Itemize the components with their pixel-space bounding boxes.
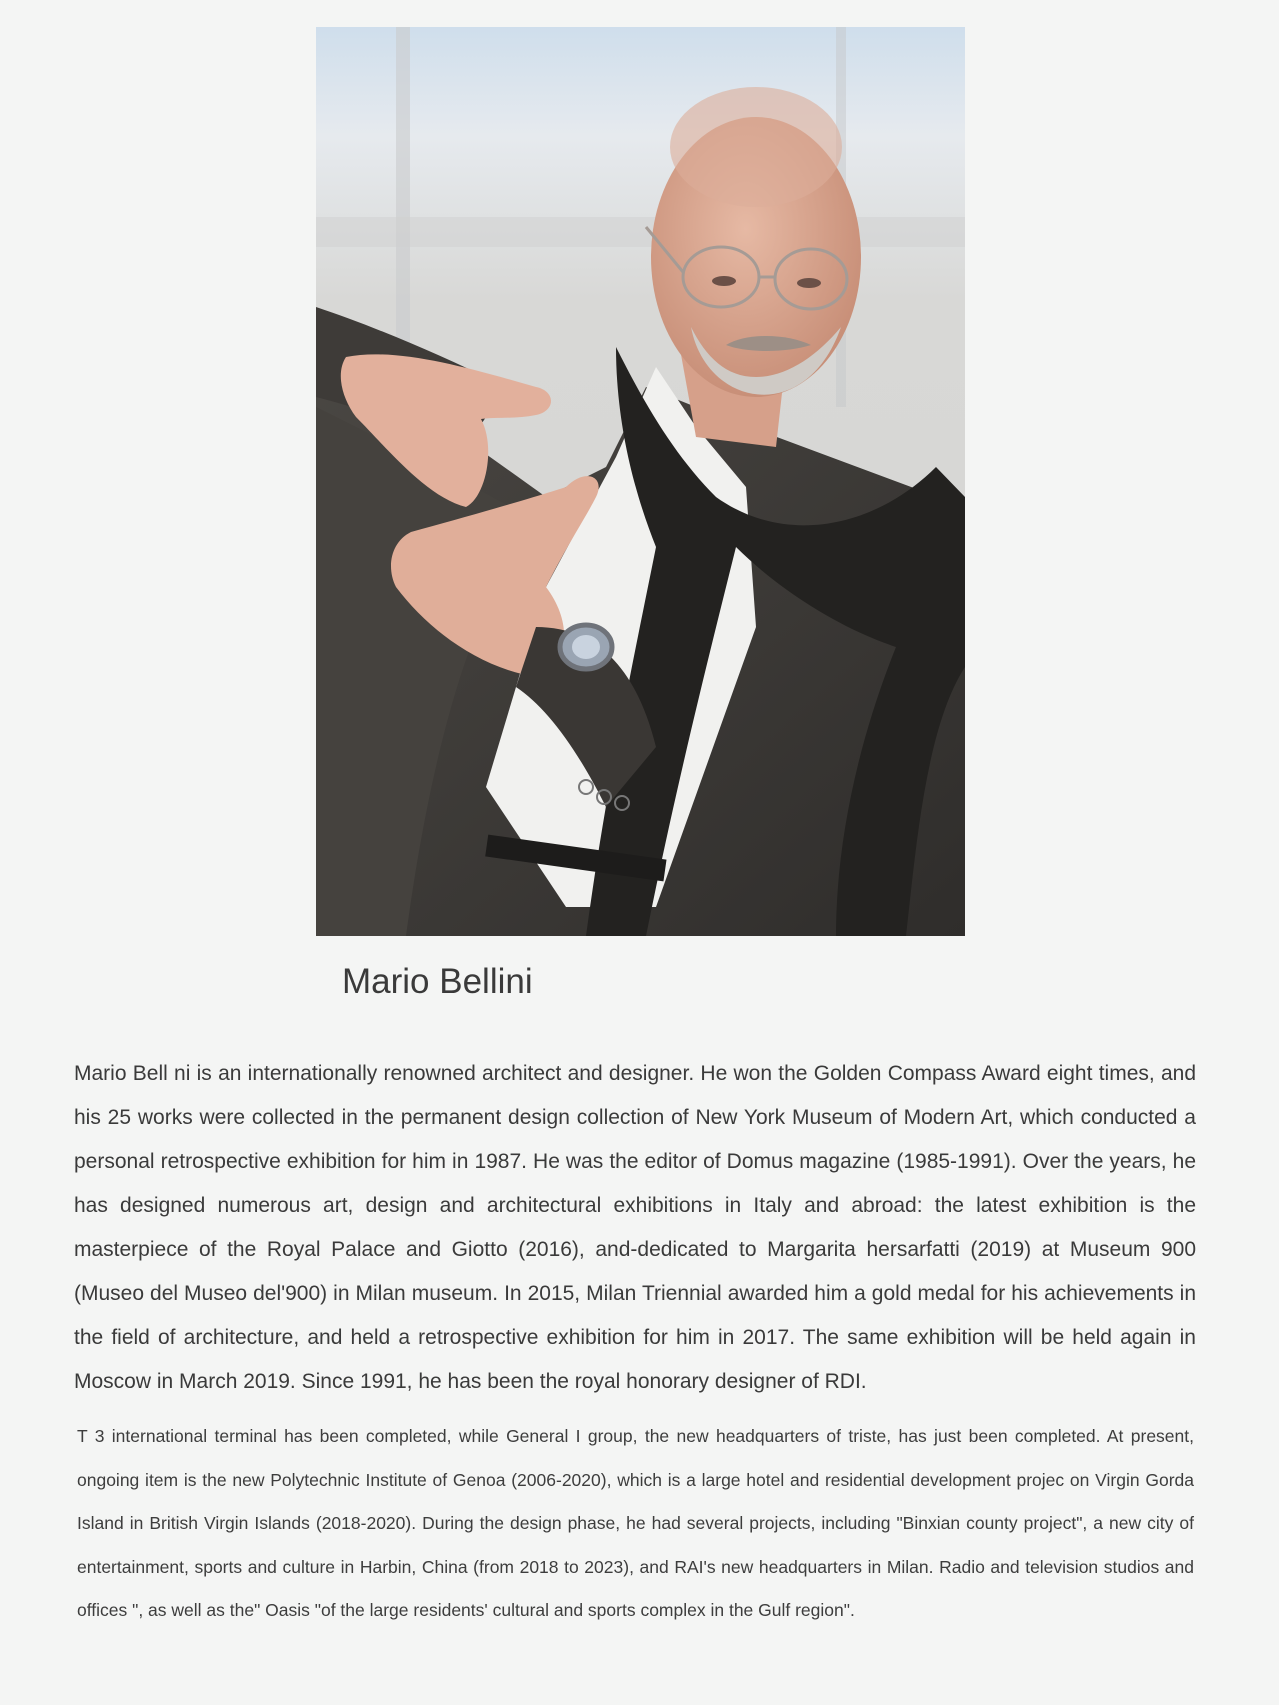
portrait-photo-icon [316,27,965,936]
portrait-photo [316,27,965,936]
person-name: Mario Bellini [342,962,533,1001]
projects-paragraph: T 3 international terminal has been completed, while General I group, the new headquarters of triste, has just been completed. At present, ongoing item is the new Polytechnic Institute of Genoa (2006-2020), which is a large hotel and residential development projec on Virgin Gorda Island in British Virgin Islands (2018-2020). During the design phase, he had several projects, including "Binxian county project", a new city of entertainment, sports and culture in Harbin, China (from 2018 to 2023), and RAI's new headquarters in Milan. Radio and television studios and offices ", as well as the" Oasis "of the large residents' cultural and sports complex in the Gulf region". [77,1426,1194,1620]
biography-paragraph: Mario Bell ni is an internationally renowned architect and designer. He won the Golden Compass Award eight times, and his 25 works were collected in the permanent design collection of New York Museum of Modern Art, which conducted a personal retrospective exhibition for him in 1987. He was the editor of Domus magazine (1985-1991). Over the years, he has designed numerous art, design and architectural exhibitions in Italy and abroad: the latest exhibition is the masterpiece of the Royal Palace and Giotto (2016), and-dedicated to Margarita hersarfatti (2019) at Museum 900 (Museo del Museo del'900) in Milan museum. In 2015, Milan Triennial awarded him a gold medal for his achievements in the field of architecture, and held a retrospective exhibition for him in 2017. The same exhibition will be held again in Moscow in March 2019. Since 1991, he has been the royal honorary designer of RDI. [74,1062,1196,1393]
